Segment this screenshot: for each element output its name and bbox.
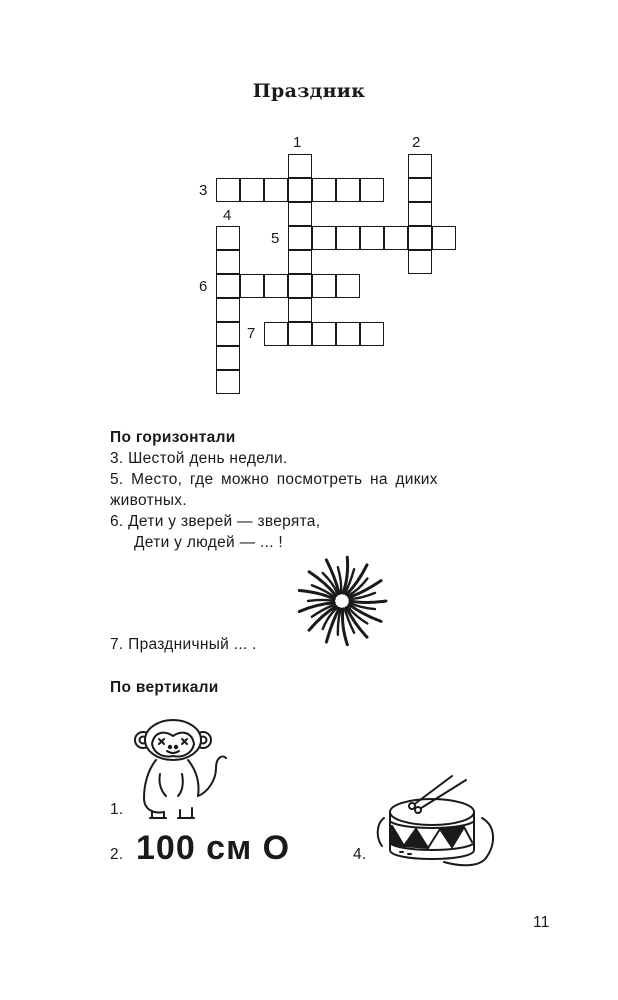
crossword-cell[interactable]	[216, 346, 240, 370]
fireworks-icon	[294, 555, 390, 651]
crossword-cell[interactable]	[288, 178, 312, 202]
crossword-cell[interactable]	[432, 226, 456, 250]
page-title: Праздник	[252, 80, 366, 102]
crossword-number-5: 5	[271, 230, 280, 247]
clue-4-number: 4.	[353, 846, 367, 863]
drum-icon	[374, 772, 502, 872]
clue-2-number: 2.	[110, 846, 124, 863]
crossword-cell[interactable]	[288, 298, 312, 322]
crossword-cell[interactable]	[216, 274, 240, 298]
firework-ray	[299, 591, 334, 600]
crossword-cell[interactable]	[312, 178, 336, 202]
crossword-cell[interactable]	[408, 226, 432, 250]
crossword-number-7: 7	[247, 325, 256, 342]
crossword-cell[interactable]	[240, 274, 264, 298]
crossword-cell[interactable]	[264, 322, 288, 346]
crossword-cell[interactable]	[312, 274, 336, 298]
crossword-cell[interactable]	[264, 274, 288, 298]
crossword-cell[interactable]	[216, 178, 240, 202]
crossword-cell[interactable]	[408, 178, 432, 202]
crossword-cell[interactable]	[312, 322, 336, 346]
crossword-cell[interactable]	[336, 322, 360, 346]
crossword-number-2: 2	[412, 134, 421, 151]
crossword-cell[interactable]	[288, 202, 312, 226]
clue-1-number: 1.	[110, 801, 124, 818]
crossword-cell[interactable]	[216, 322, 240, 346]
crossword-cell[interactable]	[360, 178, 384, 202]
crossword-cell[interactable]	[360, 226, 384, 250]
page-number: 11	[533, 914, 550, 931]
crossword-cell[interactable]	[288, 274, 312, 298]
clue-2-rebus: 100 см О	[136, 829, 291, 867]
down-heading: По вертикали	[110, 679, 219, 696]
crossword-cell[interactable]	[216, 370, 240, 394]
firework-ray	[350, 601, 386, 602]
crossword-cell[interactable]	[360, 322, 384, 346]
crossword-cell[interactable]	[216, 250, 240, 274]
crossword-cell[interactable]	[336, 226, 360, 250]
crossword-cell[interactable]	[216, 226, 240, 250]
clue-5-line2: животных.	[110, 492, 187, 509]
firework-ray	[308, 600, 334, 601]
crossword-number-6: 6	[199, 278, 208, 295]
crossword-cell[interactable]	[288, 226, 312, 250]
clue-7: 7. Праздничный ... .	[110, 636, 257, 653]
crossword-number-1: 1	[293, 134, 302, 151]
across-heading: По горизонтали	[110, 429, 236, 446]
crossword-cell[interactable]	[288, 322, 312, 346]
monkey-icon	[130, 718, 230, 820]
crossword-number-3: 3	[199, 182, 208, 199]
crossword-cell[interactable]	[240, 178, 264, 202]
clue-6-line1: 6. Дети у зверей — зверята,	[110, 513, 321, 530]
crossword-cell[interactable]	[336, 178, 360, 202]
crossword-cell[interactable]	[408, 154, 432, 178]
crossword-cell[interactable]	[408, 202, 432, 226]
crossword-cell[interactable]	[408, 250, 432, 274]
clue-5-line1: 5. Место, где можно посмотреть на диких	[110, 471, 438, 488]
clue-3: 3. Шестой день недели.	[110, 450, 288, 467]
crossword-number-4: 4	[223, 207, 232, 224]
crossword-grid	[0, 0, 618, 420]
crossword-cell[interactable]	[288, 250, 312, 274]
crossword-cell[interactable]	[384, 226, 408, 250]
clue-6-line2: Дети у людей — ... !	[134, 534, 284, 551]
crossword-cell[interactable]	[216, 298, 240, 322]
crossword-cell[interactable]	[312, 226, 336, 250]
crossword-cell[interactable]	[288, 154, 312, 178]
crossword-cell[interactable]	[264, 178, 288, 202]
crossword-cell[interactable]	[336, 274, 360, 298]
